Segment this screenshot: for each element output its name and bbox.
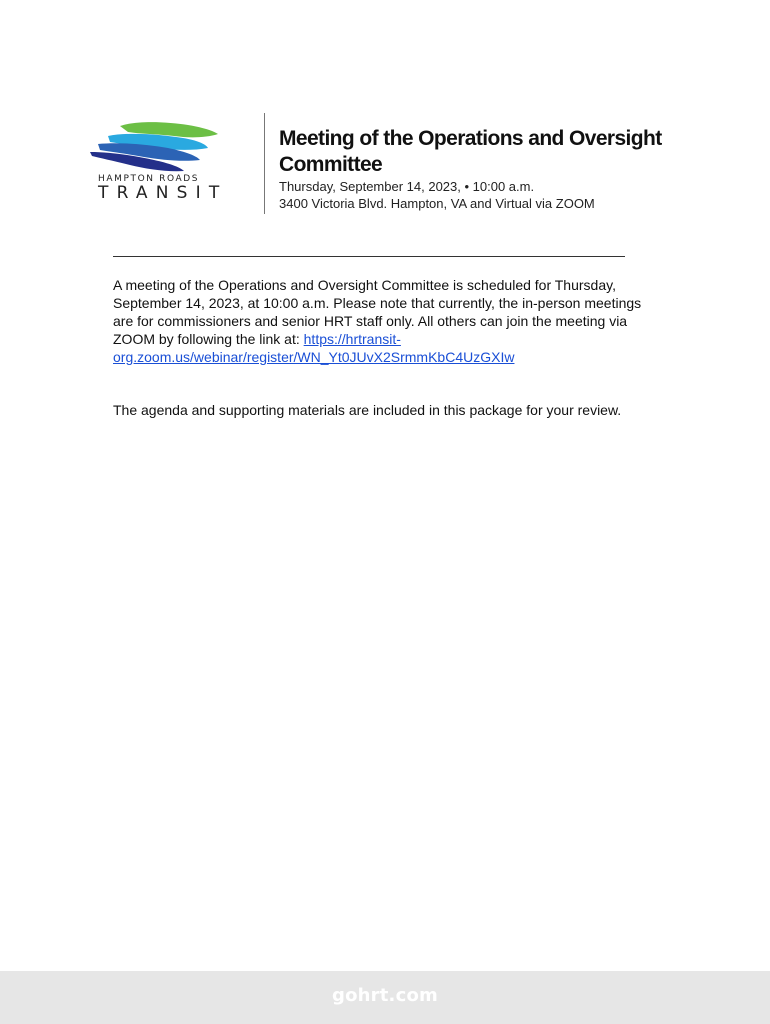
zoom-registration-link[interactable]: https://hrtransit-org.zoom.us/webinar/register/WN_Yt0JUvX2SrmmKbC4UzGXIw bbox=[113, 331, 515, 365]
header-divider bbox=[264, 113, 265, 214]
footer-bar bbox=[0, 971, 770, 1024]
logo-wave-icon bbox=[88, 118, 218, 174]
section-divider bbox=[113, 256, 625, 257]
logo-text-transit: TRANSIT bbox=[98, 183, 228, 203]
logo-text-hampton-roads: HAMPTON ROADS bbox=[98, 174, 200, 184]
meeting-location: 3400 Victoria Blvd. Hampton, VA and Virtual via ZOOM bbox=[279, 196, 595, 211]
meeting-date: Thursday, September 14, 2023, • 10:00 a.m. bbox=[279, 179, 535, 194]
agenda-note-paragraph: The agenda and supporting materials are included in this package for your review. bbox=[113, 402, 622, 418]
footer-website: gohrt.com bbox=[332, 985, 438, 1006]
meeting-title: Meeting of the Operations and Oversight Committee bbox=[279, 127, 662, 176]
meeting-notice-paragraph bbox=[113, 276, 658, 366]
meeting-notice-text: A meeting of the Operations and Oversight Committee is scheduled for Thursday, September 14, 2023, at 10:00 a.m. Please note that currently, the in-person meetings are for commissioners and senior HRT staff only. All others can join the meeting via ZOOM by following the link at: bbox=[113, 277, 642, 347]
hampton-roads-transit-logo bbox=[88, 118, 228, 208]
